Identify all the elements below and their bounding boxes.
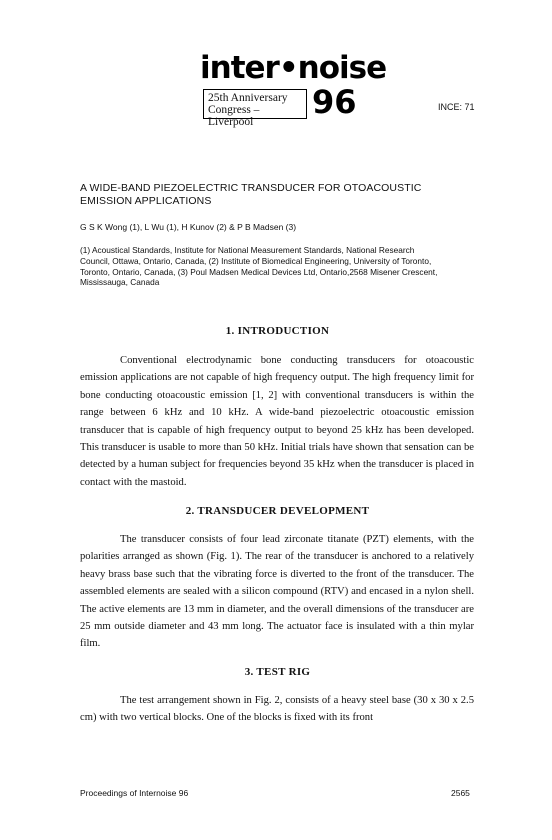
authors: G S K Wong (1), L Wu (1), H Kunov (2) & P B Madsen (3) [80, 222, 297, 232]
section-heading-introduction: 1. INTRODUCTION [225, 325, 330, 337]
logo-box-line1: 25th Anniversary [208, 92, 288, 104]
affiliations [80, 245, 480, 288]
affiliation-line: Mississauga, Canada [80, 277, 160, 288]
logo-box-line2: Congress – Liverpool [208, 104, 260, 128]
paper-title [80, 182, 480, 208]
ince-label: INCE: 71 [438, 102, 475, 112]
affiliation-line: Toronto, Ontario, Canada, (3) Poul Madsen Medical Devices Ltd, Ontario,2568 Misener Crescent, [80, 266, 438, 277]
title-line-1: A WIDE-BAND PIEZOELECTRIC TRANSDUCER FOR OTOACOUSTIC [80, 182, 422, 194]
logo-year: 96 [312, 83, 357, 121]
affiliation-line: Council, Ottawa, Ontario, Canada, (2) Institute of Biomedical Engineering, University of Toronto, [80, 255, 432, 266]
section-heading-test-rig: 3. TEST RIG [244, 666, 311, 678]
internoise-logo [200, 50, 387, 128]
section-heading-transducer-development: 2. TRANSDUCER DEVELOPMENT [185, 505, 370, 517]
section-body-introduction: Conventional electrodynamic bone conducting transducers for otoacoustic emission applications are not capable of high frequency output. The high frequency limit for bone conducting otoacoustic emission [1, 2] with conventional transducers is within the range between 6 kHz and 10 kHz. A wide-band piezoelectric otoacoustic emission transducer that is capable of high frequency output to beyond 25 kHz has been developed. This transducer is usable to more than 50 kHz. Initial trials have shown that sensation can be detected by a human subject for frequencies beyond 35 kHz when the transducer is placed in contact with the mastoid. [80, 355, 474, 488]
logo-anniversary-box [203, 89, 307, 128]
logo-wordmark: inter•noise [200, 50, 387, 86]
section-body-test-rig: The test arrangement shown in Fig. 2, consists of a heavy steel base (30 x 30 x 2.5 cm) with two vertical blocks. One of the blocks is fixed with its front [80, 695, 474, 724]
footer-proceedings: Proceedings of Internoise 96 [80, 788, 189, 798]
title-line-2: EMISSION APPLICATIONS [80, 195, 212, 207]
section-body-transducer-development: The transducer consists of four lead zirconate titanate (PZT) elements, with the polarities arranged as shown (Fig. 1). The rear of the transducer is anchored to a relatively heavy brass base such that the vibrating force is diverted to the front of the transducer. The assembled elements are sealed with a silicon compound (RTV) and encased in a nylon shell. The active elements are 13 mm in diameter, and the overall dimensions of the transducer are 25 mm outside diameter and 43 mm long. The actuator face is insulated with a thin mylar film. [80, 534, 474, 650]
footer-page-number: 2565 [451, 788, 470, 798]
affiliation-line: (1) Acoustical Standards, Institute for National Measurement Standards, National Research [80, 245, 415, 255]
